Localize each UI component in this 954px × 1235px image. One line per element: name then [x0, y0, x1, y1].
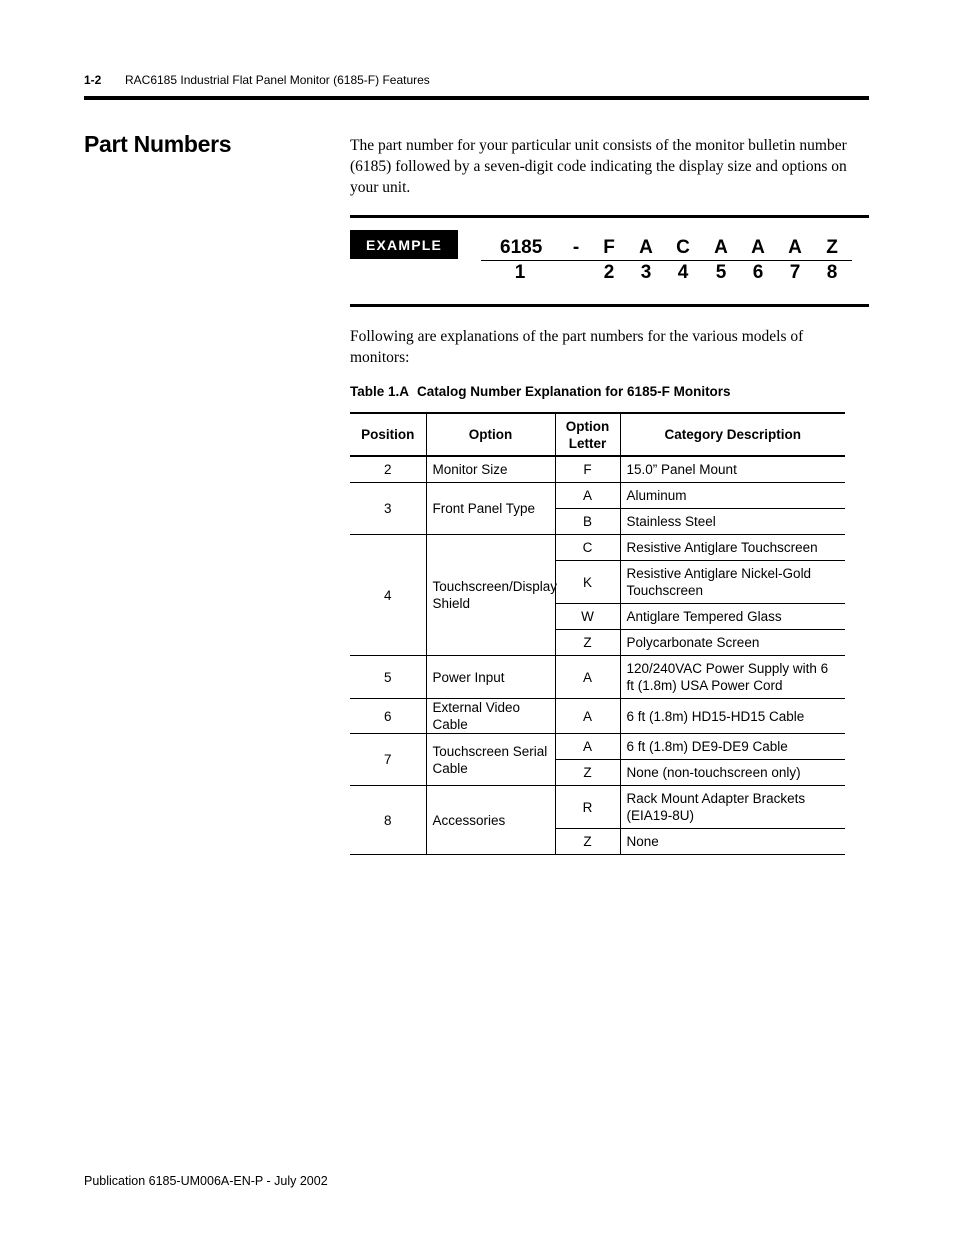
option-cell: Power Input — [426, 656, 555, 699]
position-number: 6 — [752, 262, 764, 283]
code-char: A — [751, 237, 765, 258]
intro-paragraph: The part number for your particular unit consists of the monitor bulletin number (6185) followed by a seven-digit code indicating the display size and options on your unit. — [350, 137, 847, 196]
option-cell: External Video Cable — [426, 699, 555, 734]
option-cell: Accessories — [426, 786, 555, 855]
table-row — [350, 483, 845, 509]
letter-cell: A — [555, 656, 620, 699]
letter-cell: Z — [555, 829, 620, 855]
description-cell: 15.0” Panel Mount — [620, 456, 845, 483]
section-title: Part Numbers — [84, 131, 232, 157]
position-cell: 8 — [350, 786, 426, 855]
option-cell: Touchscreen/Display Shield — [426, 535, 555, 656]
code-char: C — [676, 237, 690, 258]
option-cell: Monitor Size — [426, 456, 555, 483]
catalog-number-table — [350, 412, 845, 855]
description-cell: 6 ft (1.8m) DE9-DE9 Cable — [620, 734, 845, 760]
code-char: A — [639, 237, 653, 258]
letter-cell: A — [555, 483, 620, 509]
letter-cell: B — [555, 509, 620, 535]
header-option: Option — [426, 413, 555, 456]
table-header-row — [350, 413, 845, 456]
code-char: A — [714, 237, 728, 258]
running-title: RAC6185 Industrial Flat Panel Monitor (6185-F) Features — [125, 73, 430, 87]
table-row — [350, 786, 845, 829]
letter-cell: Z — [555, 630, 620, 656]
code-char: F — [603, 237, 615, 258]
position-number: 4 — [677, 262, 689, 283]
position-cell: 3 — [350, 483, 426, 535]
description-cell: Rack Mount Adapter Brackets (EIA19-8U) — [620, 786, 845, 829]
code-bulletin: 6185 — [500, 237, 543, 258]
description-cell: None — [620, 829, 845, 855]
page-number: 1-2 — [84, 73, 102, 87]
description-cell: Resistive Antiglare Touchscreen — [620, 535, 845, 561]
position-cell: 2 — [350, 456, 426, 483]
position-number: 2 — [603, 262, 615, 283]
code-char: A — [788, 237, 802, 258]
position-number: 3 — [640, 262, 652, 283]
publication-footer: Publication 6185-UM006A-EN-P - July 2002 — [84, 1174, 328, 1188]
description-cell: Antiglare Tempered Glass — [620, 604, 845, 630]
example-label: EXAMPLE — [350, 230, 458, 259]
table-caption-number: Table 1.A — [350, 384, 410, 399]
letter-cell: F — [555, 456, 620, 483]
position-cell: 6 — [350, 699, 426, 734]
letter-cell: A — [555, 699, 620, 734]
header-rule — [84, 96, 869, 100]
example-bottom-rule — [350, 304, 869, 307]
letter-cell: A — [555, 734, 620, 760]
code-divider — [481, 260, 852, 261]
header-position: Position — [350, 413, 426, 456]
table-row — [350, 656, 845, 699]
description-cell: 6 ft (1.8m) HD15-HD15 Cable — [620, 699, 845, 734]
position-cell: 4 — [350, 535, 426, 656]
running-header — [84, 73, 430, 87]
position-number: 5 — [715, 262, 727, 283]
letter-cell: K — [555, 561, 620, 604]
letter-cell: R — [555, 786, 620, 829]
position-number: 1 — [514, 262, 526, 283]
letter-cell: Z — [555, 760, 620, 786]
position-number: 7 — [789, 262, 801, 283]
header-option-letter: Option Letter — [555, 413, 620, 456]
description-cell: Resistive Antiglare Nickel-Gold Touchscreen — [620, 561, 845, 604]
table-row — [350, 734, 845, 760]
table-row — [350, 456, 845, 483]
example-top-rule — [350, 215, 869, 218]
description-cell: Polycarbonate Screen — [620, 630, 845, 656]
code-dash: - — [572, 237, 580, 258]
table-row — [350, 699, 845, 734]
table-caption-text: Catalog Number Explanation for 6185-F Monitors — [417, 384, 731, 399]
table-row — [350, 535, 845, 561]
position-number: 8 — [826, 262, 838, 283]
letter-cell: C — [555, 535, 620, 561]
table-caption — [350, 384, 731, 399]
position-cell: 7 — [350, 734, 426, 786]
description-cell: Aluminum — [620, 483, 845, 509]
code-char: Z — [826, 237, 838, 258]
letter-cell: W — [555, 604, 620, 630]
header-category: Category Description — [620, 413, 845, 456]
description-cell: Stainless Steel — [620, 509, 845, 535]
following-paragraph: Following are explanations of the part numbers for the various models of monitors: — [350, 328, 804, 366]
option-cell: Front Panel Type — [426, 483, 555, 535]
option-cell: Touchscreen Serial Cable — [426, 734, 555, 786]
description-cell: 120/240VAC Power Supply with 6 ft (1.8m) USA Power Cord — [620, 656, 845, 699]
description-cell: None (non-touchscreen only) — [620, 760, 845, 786]
position-cell: 5 — [350, 656, 426, 699]
